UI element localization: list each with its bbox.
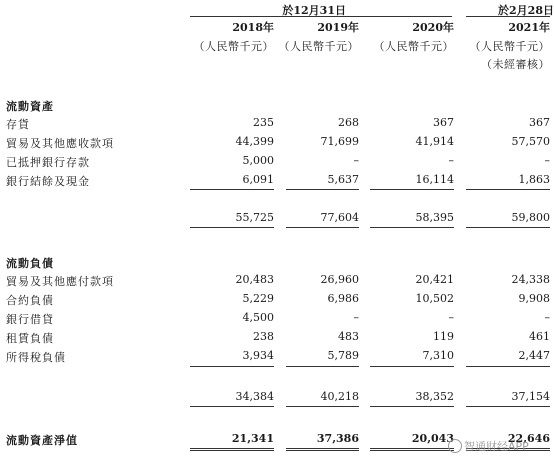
- unit-2019: （人民幣千元）: [278, 40, 359, 53]
- total-current-assets: 59,800: [511, 211, 550, 224]
- section-current-liabilities: 流動負債: [6, 257, 54, 270]
- rule: [286, 366, 359, 367]
- year-2021: 2021年: [508, 21, 550, 34]
- cell: 6,091: [242, 173, 274, 186]
- rule: [370, 406, 454, 407]
- cell: –: [544, 311, 550, 324]
- cell: 2,447: [518, 349, 550, 362]
- cell: 238: [253, 330, 274, 343]
- rule: [466, 189, 550, 190]
- rule: [370, 227, 454, 228]
- cell: –: [353, 311, 359, 324]
- cell: 41,914: [415, 135, 454, 148]
- rule: [466, 406, 550, 407]
- cell: –: [353, 154, 359, 167]
- total-current-liabilities: 34,384: [235, 390, 274, 403]
- zhitong-logo-icon: [448, 439, 462, 453]
- rule: [286, 406, 359, 407]
- row-label-trade-payables: 貿易及其他應付款項: [6, 275, 114, 288]
- cell: 6,986: [327, 292, 359, 305]
- cell: 5,637: [327, 173, 359, 186]
- net-current-assets-value: 22,646: [507, 432, 550, 445]
- row-label-trade-receivables: 貿易及其他應收款項: [6, 137, 114, 150]
- double-rule: [286, 448, 359, 451]
- net-current-assets-value: 20,043: [411, 432, 454, 445]
- header-rule-feb: [466, 16, 550, 17]
- cell: 9,908: [518, 292, 550, 305]
- cell: 1,863: [518, 173, 550, 186]
- header-date-group: [268, 2, 554, 16]
- row-label-income-tax: 所得稅負債: [6, 351, 66, 364]
- row-label-bank-cash: 銀行結餘及現金: [6, 175, 90, 188]
- total-current-assets: 77,604: [320, 211, 359, 224]
- year-2020: 2020年: [412, 21, 454, 34]
- cell: 4,500: [242, 311, 274, 324]
- rule: [190, 366, 274, 367]
- row-label-contract-liabilities: 合約負債: [6, 294, 54, 307]
- cell: 57,570: [511, 135, 550, 148]
- cell: 44,399: [235, 135, 274, 148]
- rule: [286, 227, 359, 228]
- watermark: [448, 437, 554, 455]
- double-rule: [190, 448, 274, 451]
- header-as-of-feb: 於2月28日: [498, 4, 554, 17]
- cell: 71,699: [320, 135, 359, 148]
- cell: 7,310: [422, 349, 454, 362]
- unit-2020: （人民幣千元）: [373, 40, 454, 53]
- total-current-assets: 55,725: [235, 211, 274, 224]
- row-label-lease-liabilities: 租賃負債: [6, 332, 54, 345]
- unaudited-note: （未經審核）: [481, 58, 550, 71]
- cell: 5,789: [327, 349, 359, 362]
- cell: –: [448, 311, 454, 324]
- section-net-current-assets: 流動資產淨值: [6, 434, 78, 447]
- cell: 26,960: [320, 273, 359, 286]
- cell: 235: [253, 116, 274, 129]
- rule: [370, 366, 454, 367]
- cell: 461: [529, 330, 550, 343]
- row-label-pledged-deposits: 已抵押銀行存款: [6, 156, 90, 169]
- total-current-liabilities: 37,154: [511, 390, 550, 403]
- section-current-assets: 流動資產: [6, 100, 54, 113]
- cell: 367: [529, 116, 550, 129]
- net-current-assets-value: 21,341: [231, 432, 274, 445]
- rule: [286, 189, 359, 190]
- cell: 10,502: [415, 292, 454, 305]
- cell: –: [544, 154, 550, 167]
- double-rule: [370, 448, 454, 451]
- row-label-inventory: 存貨: [6, 118, 30, 131]
- unit-2021: （人民幣千元）: [469, 40, 550, 53]
- rule: [466, 366, 550, 367]
- watermark-text: 智通财经APP: [464, 440, 529, 453]
- cell: 16,114: [415, 173, 454, 186]
- net-current-assets-value: 37,386: [316, 432, 359, 445]
- unit-2018: （人民幣千元）: [193, 40, 274, 53]
- cell: 20,483: [235, 273, 274, 286]
- rule: [466, 227, 550, 228]
- total-current-assets: 58,395: [415, 211, 454, 224]
- cell: 268: [338, 116, 359, 129]
- rule: [190, 406, 274, 407]
- year-2019: 2019年: [317, 21, 359, 34]
- total-current-liabilities: 38,352: [415, 390, 454, 403]
- cell: 483: [338, 330, 359, 343]
- header-rule-dec: [190, 16, 452, 17]
- total-current-liabilities: 40,218: [320, 390, 359, 403]
- cell: –: [448, 154, 454, 167]
- cell: 3,934: [242, 349, 274, 362]
- cell: 20,421: [415, 273, 454, 286]
- cell: 119: [433, 330, 454, 343]
- cell: 24,338: [511, 273, 550, 286]
- header-as-of-dec: 於12月31日: [282, 4, 346, 17]
- row-label-bank-borrowings: 銀行借貸: [6, 313, 54, 326]
- cell: 5,229: [242, 292, 274, 305]
- rule: [370, 189, 454, 190]
- rule: [190, 227, 274, 228]
- cell: 367: [433, 116, 454, 129]
- rule: [190, 189, 274, 190]
- cell: 5,000: [242, 154, 274, 167]
- year-2018: 2018年: [232, 21, 274, 34]
